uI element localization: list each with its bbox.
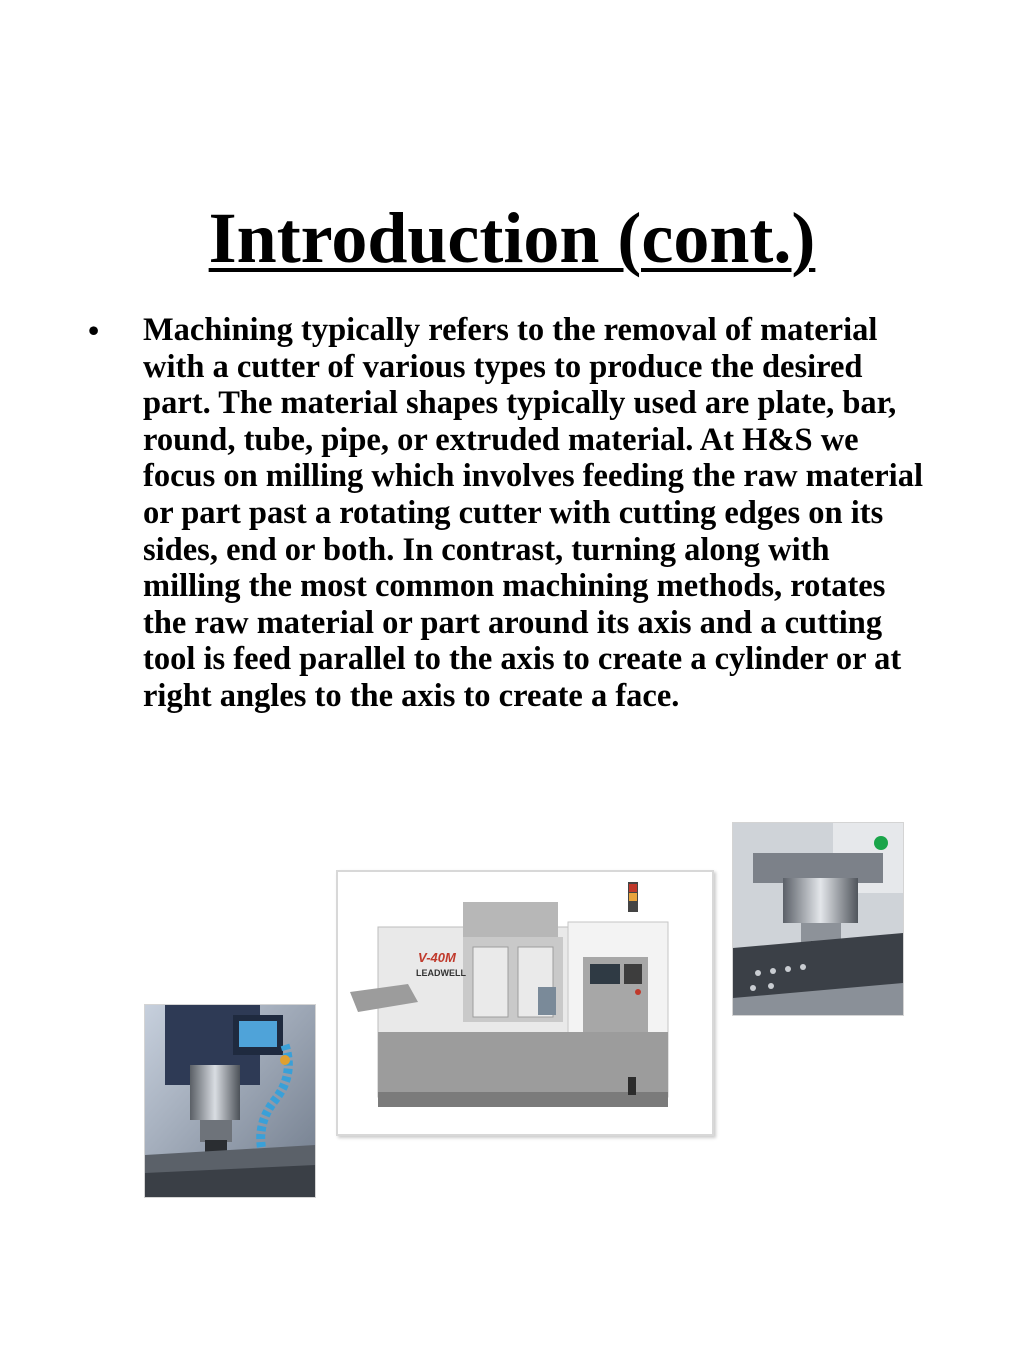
- bullet-marker: •: [88, 312, 100, 348]
- machine-brand-label: LEADWELL: [416, 968, 466, 978]
- slide-title: Introduction (cont.): [208, 198, 816, 278]
- machine-model-label: V-40M: [418, 950, 456, 965]
- bullet-paragraph: Machining typically refers to the removal of material with a cutter of various types to produce the desired part. The material shapes typically used are plate, bar, round, tube, pipe, or extruded material. At H&S we focus on milling which involves feeding the raw material or part past a rotating cutter with cutting edges on its sides, end or both. In contrast, turning along with milling the most common machining methods, rotates the raw material or part around its axis and a cutting tool is feed parallel to the axis to create a cylinder or at right angles to the axis to create a face.: [143, 312, 923, 714]
- machining-center-photo: [336, 870, 714, 1136]
- spindle-table-photo: [732, 822, 904, 1016]
- spindle-coolant-photo: [144, 1004, 316, 1198]
